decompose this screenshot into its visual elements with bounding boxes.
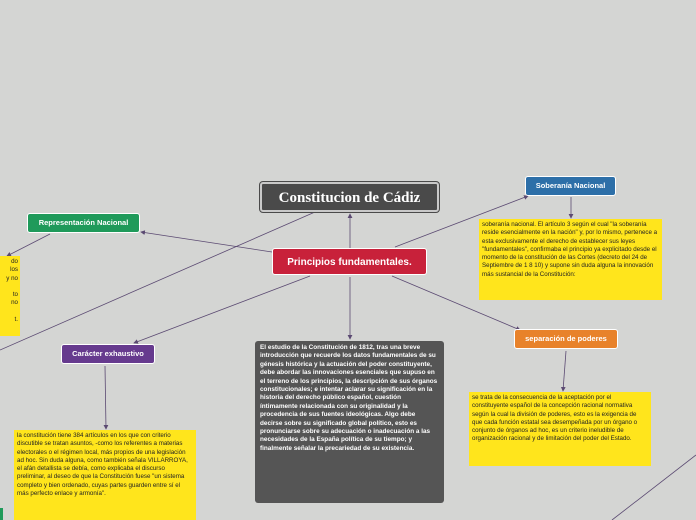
topic-caracter-exhaustivo[interactable]: Carácter exhaustivo	[61, 344, 155, 364]
link-caracter-note	[105, 366, 106, 429]
link-center-caracter	[134, 276, 310, 343]
note-line	[0, 283, 18, 291]
note-intro-estudio[interactable]: El estudio de la Constitución de 1812, tras una breve introducción que recuerde los datos fundamentales de su génesis histórica y la actuación del poder constituyente, debe abordar las innovaciones esenciales que supuso en el terreno de los principios, la descripción de sus órganos constitucionales; e intentar aclarar su significación en la historia del derecho público español, cuestión íntimamente relacionada con su originalidad y la procedencia de sus fuentes ideológicas. Algo debe decirse sobre su significado global político, esto es pronunciarse sobre su adecuación o inadecuación a las necesidades de la España política de su tiempo; y finalmente señalar la precariedad de su existencia.	[255, 341, 444, 503]
link-center-representacion	[141, 232, 272, 252]
note-line	[0, 308, 18, 316]
topic-representacion-nacional[interactable]: Representación Nacional	[27, 213, 140, 233]
note-soberania[interactable]: soberanía nacional. El artículo 3 según el cual "la soberanía reside esencialmente en la nación" y, por lo mismo, pertenece a esta exclusivamente el derecho de establecer sus leyes "fundamentales", confirmaba el principio ya explicitado desde el momento de la constitución de las Cortes (decreto del 24 de Septiembre de 1 8 10) y supone sin duda alguna la innovación más sustancial de la Constitución:	[479, 219, 662, 300]
note-line: los	[10, 266, 18, 274]
note-line: t.	[14, 316, 18, 324]
note-separacion[interactable]: se trata de la consecuencia de la aceptación por el constituyente español de la concepción racional normativa según la cual la división de poderes, esto es la exigencia de que cada función estatal sea desempeñada por un órgano o conjunto de órganos ad hoc, es un criterio ineludible de organización racional y de limitación del poder del Estado.	[469, 392, 651, 466]
note-caracter[interactable]: la constitución tiene 384 artículos en los que con criterio discutible se tratan asuntos, -como los referentes a materias electorales o el régimen local, más propios de una legislación ad hoc. Sin duda alguna, como también señala VILLARROYA, el afán detallista se debía, como explicaba el discurso preliminar, al deseo de que la Constitución fuese "un sistema completo y bien ordenado, cuyas partes guarden entre sí el más perfecto enlace y armonía".	[14, 430, 196, 520]
topic-soberania-nacional[interactable]: Soberanía Nacional	[525, 176, 616, 196]
topic-separacion-de-poderes[interactable]: separación de poderes	[514, 329, 618, 349]
link-separacion-note	[563, 351, 566, 391]
map-title[interactable]: Constitucion de Cádiz	[260, 182, 439, 212]
note-line: to	[12, 291, 18, 299]
note-line: no	[11, 299, 18, 307]
offscreen-node-edge	[0, 508, 3, 520]
note-line: do	[11, 258, 18, 265]
note-line: y no	[6, 274, 18, 282]
note-representacion-partial[interactable]	[0, 256, 20, 336]
link-representacion-note	[7, 234, 50, 256]
central-topic-principios[interactable]: Principios fundamentales.	[272, 248, 427, 275]
